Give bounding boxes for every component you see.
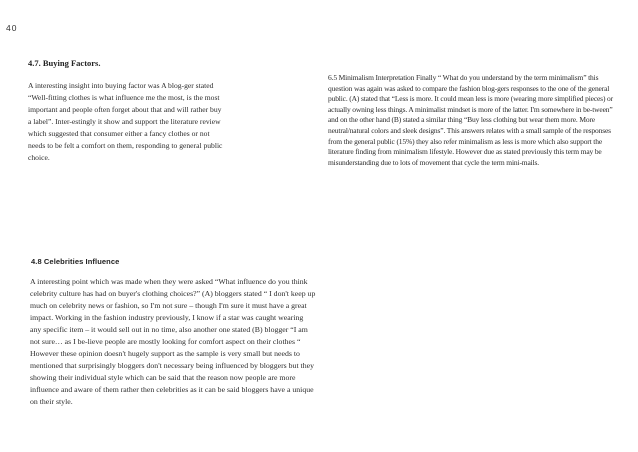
paragraph-buying-factors: A interesting insight into buying factor was A blog-ger stated “Well-fitting clothes is what influence me the most, is the most important and people often forget about that and will rather buy a label”. Inter-estingly it show and support the literature review which suggested that consumer either a fancy clothes or not needs to be felt a comfort on them, responding to general public choice. (28, 81, 223, 162)
section-heading-celebrities-influence: 4.8 Celebrities Influence (31, 257, 120, 266)
page-number: 40 (6, 23, 18, 33)
paragraph-minimalism-interpretation: 6.5 Minimalism Interpretation Finally “ What do you understand by the term minimalism” this question was again was asked to compare the fashion blog-gers responses to the one of the general public. (A) stated that “Less is more. It could mean less is more (wearing more simplified pieces) or actually owning less things. A minimalist mindset is more of the latter. I'm somewhere in be-tween” and on the other hand (B) stated a similar thing “Buy less clothing but wear them more. More neutral/natural colors and sleek designs”. This answers relates with a small sample of the responses from the general public (15%) they also refer minimalism as less is more which also support the literature finding from minimalism lifestyle. However due as stated previously this term may be misunderstanding due to lots of movement that cycle the term mini-mails. (328, 73, 613, 167)
section-heading-buying-factors: 4.7. Buying Factors. (28, 58, 101, 68)
paragraph-celebrities-influence: A interesting point which was made when they were asked “What influence do you think celebrity culture has had on buyer's clothing choices?” (A) bloggers stated “ I don't keep up much on celebrity news or fashion, so I'm not sure – though I'm sure it must have a great impact. Working in the fashion industry previously, I know if a star was caught wearing any specific item – it would sell out in no time, also another one stated (B) blogger “I am not sure… as I be-lieve people are mostly looking for comfort aspect on their clothes “ However these opinion doesn't hugely support as the sample is very small but needs to mentioned that surprisingly bloggers don't necessary being influenced by bloggers but they showing their individual style which can be said that the reason now people are more influence and aware of them rather then celebrities as it can be said bloggers have a unique on their style. (30, 277, 316, 406)
